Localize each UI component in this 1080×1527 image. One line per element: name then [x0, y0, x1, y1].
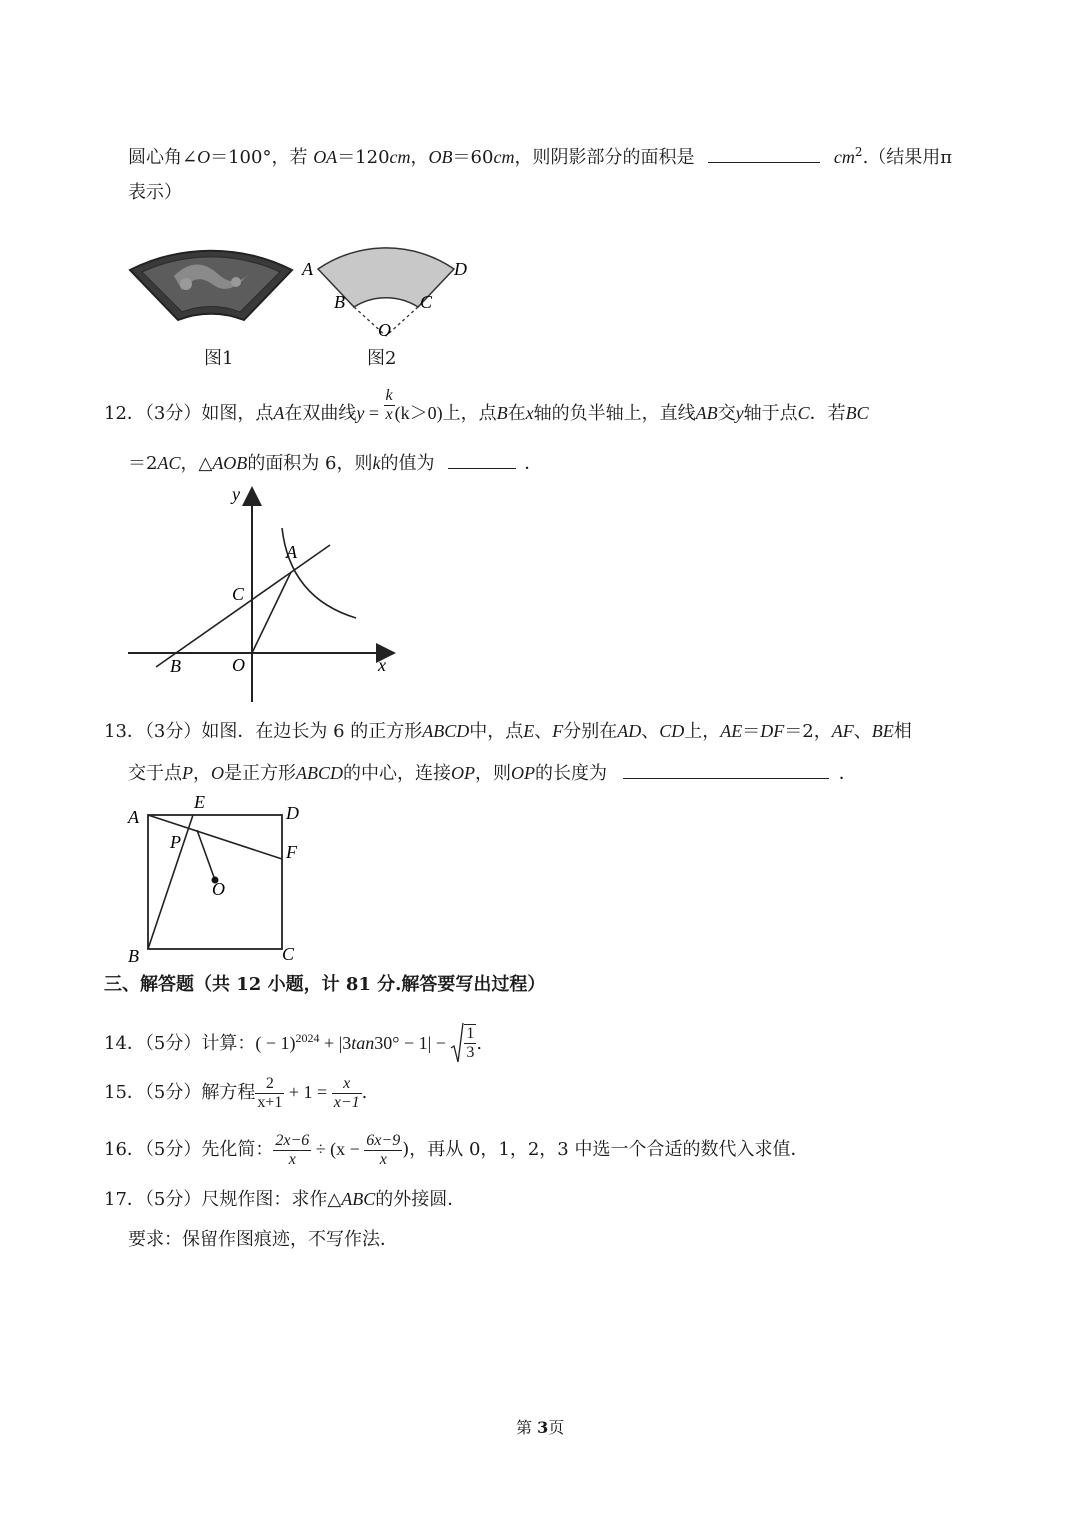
q11-figure1: [126, 224, 296, 324]
answer-blank: [448, 450, 516, 469]
segment-OP: [197, 830, 215, 880]
figure2-caption: 图2: [367, 348, 397, 369]
point-O-label: O: [212, 879, 225, 899]
q16: 16．（5分）先化简： $\frac{2x-6}{x}$ ÷ (x − $\frac{6x-9}{x}$ )，再从 0，1，2，3 中选一个合适的数代入求值．: [104, 1131, 809, 1168]
point-O-label: O: [378, 320, 391, 340]
point-P-label: P: [170, 832, 181, 852]
point-C-label: C: [282, 944, 295, 964]
point-E-label: E: [194, 792, 205, 812]
square-root: $\frac{1}{3}$: [450, 1022, 476, 1066]
q13-line1: 13．（3分）如图．在边长为 6 的正方形ABCD中，点E、F分别在AD、CD上，AE＝DF＝2，AF、BE相: [104, 721, 912, 742]
segment-AF: [148, 815, 282, 859]
answer-blank: [623, 760, 829, 779]
point-D-label: D: [454, 259, 467, 279]
point-F-label: F: [286, 842, 297, 862]
point-D-label: D: [286, 803, 299, 823]
q11-figure2: [296, 222, 476, 352]
q12-line2: ＝2AC，△AOB的面积为 6，则k的值为 ．: [128, 450, 542, 477]
q13-line2: 交于点P，O是正方形ABCD的中心，连接OP，则OP的长度为 ．: [128, 760, 857, 787]
point-A-label: A: [128, 807, 139, 827]
carved-flower: [231, 277, 241, 287]
point-A-label: A: [302, 259, 313, 279]
q14: 14．（5分）计算：( − 1)$^{2024}$ + |3tan30° − 1| − $\frac{1}{3}$ .: [104, 1018, 482, 1066]
carved-flower: [180, 278, 192, 290]
x-axis-label: x: [378, 655, 386, 675]
figure1-caption: 图1: [204, 348, 234, 369]
point-B-label: B: [334, 292, 345, 312]
page-footer: 第 3页: [516, 1418, 565, 1437]
point-A-label: A: [286, 542, 297, 562]
q11-line1: 圆心角∠O＝100°，若 OA＝120cm，OB＝60cm，则阴影部分的面积是 $cm^2$.（结果用π: [128, 145, 953, 168]
section-heading: 三、解答题（共 12 小题，计 81 分.解答要写出过程）: [104, 974, 546, 995]
q17-line2: 要求：保留作图痕迹，不写作法．: [128, 1229, 398, 1250]
point-B-label: B: [128, 946, 139, 965]
point-C-label: C: [420, 292, 433, 312]
point-B-label: B: [170, 656, 181, 676]
point-C-label: C: [232, 584, 245, 604]
q13-figure: [124, 790, 314, 965]
q12-figure: [126, 480, 406, 705]
segment-OA: [252, 572, 291, 653]
answer-blank: [708, 144, 820, 163]
q17-line1: 17．（5分）尺规作图：求作△ABC的外接圆．: [104, 1189, 466, 1210]
q15: 15．（5分）解方程 $\frac{2}{x+1}$ + 1 = $\frac{x}{x-1}$ .: [104, 1074, 368, 1111]
q11-line2: 表示）: [128, 182, 182, 203]
origin-O-label: O: [232, 655, 245, 675]
y-axis-label: y: [232, 484, 240, 504]
line-AB: [156, 545, 330, 667]
radical-sign-icon: [450, 1022, 464, 1066]
q12-line1: 12．（3分）如图，点A在双曲线y = $\frac{k}{x}$ (k＞0)上，点B在x轴的负半轴上，直线AB交y轴于点C．若BC: [104, 386, 869, 424]
